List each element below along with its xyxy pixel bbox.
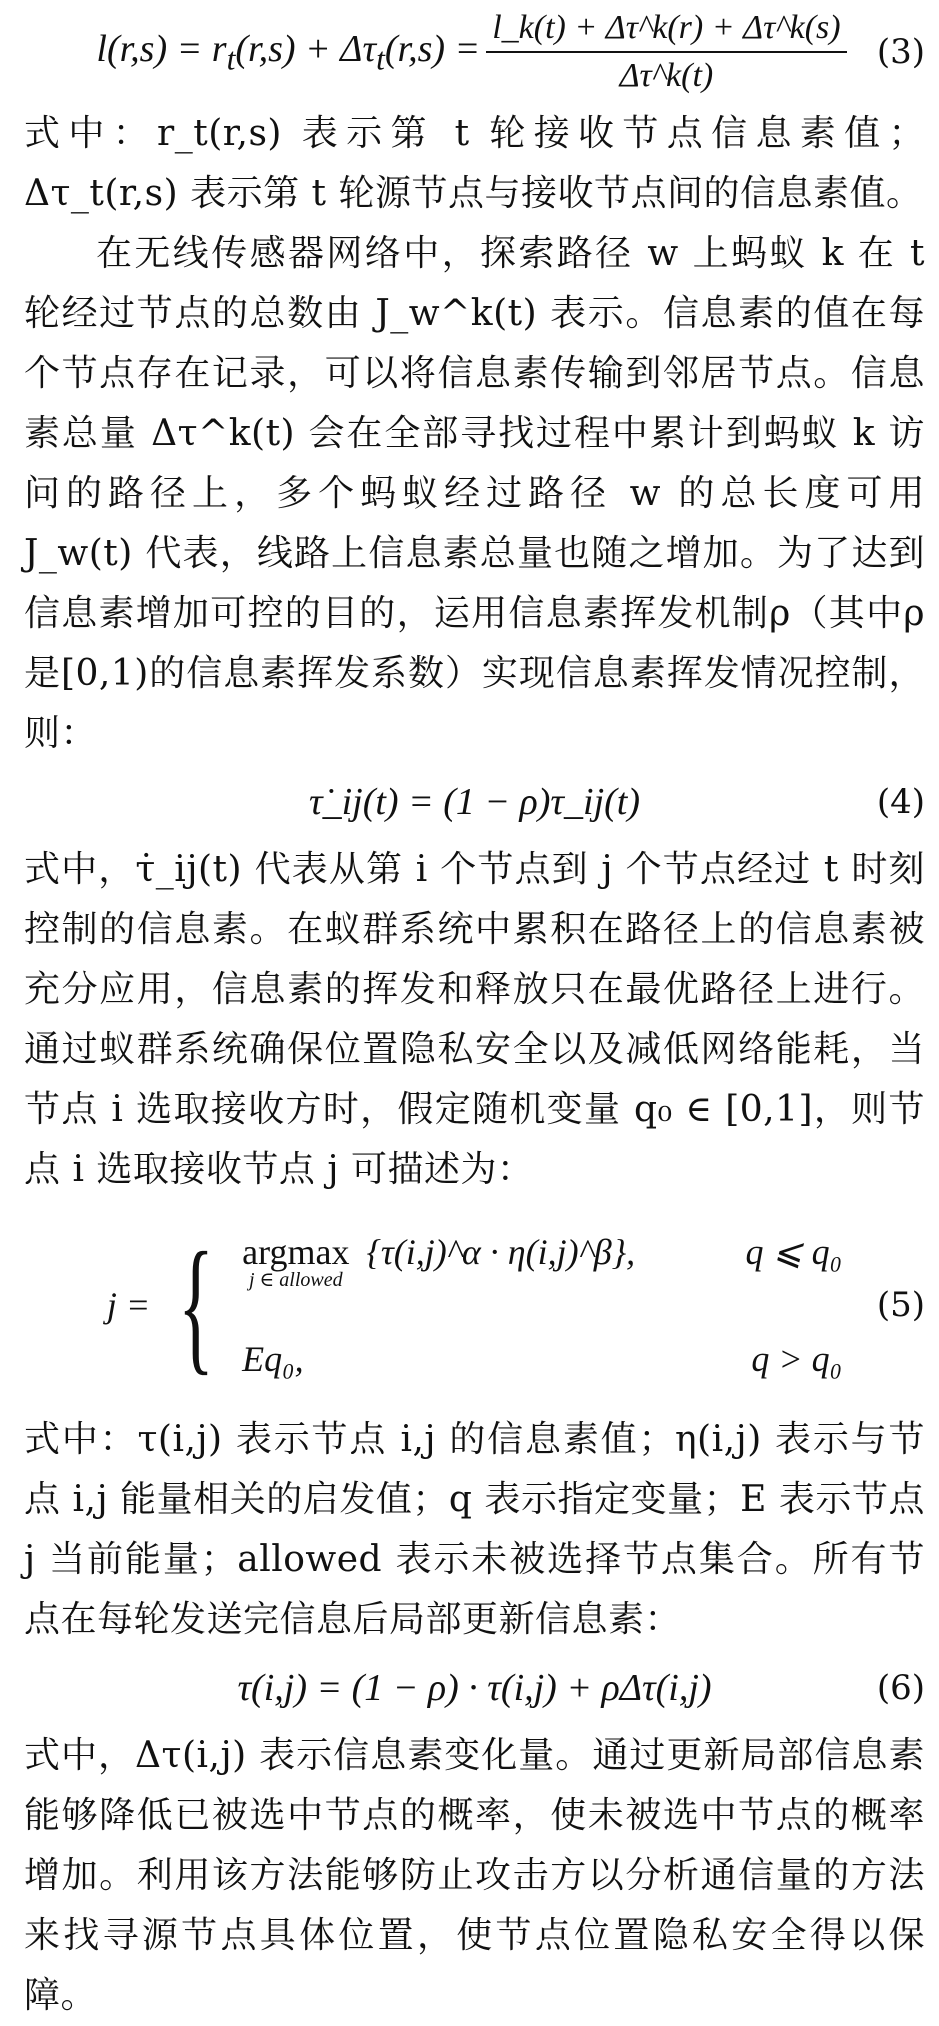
eq5-case-rows bbox=[242, 1231, 842, 1380]
equation-3-lhs bbox=[96, 27, 480, 78]
eq5-case-2 bbox=[242, 1338, 842, 1380]
eq5-case-1 bbox=[242, 1231, 842, 1292]
equation-3-fraction bbox=[486, 9, 846, 95]
equation-3 bbox=[24, 0, 925, 104]
eq5-case-2-expr: Eq₀, bbox=[242, 1338, 304, 1379]
eq3-numerator: l_k(t) + Δτ^k(r) + Δτ^k(s) bbox=[486, 9, 846, 53]
equation-3-number: (3) bbox=[876, 32, 925, 72]
eq3-lhs-text: l(r,s) = r bbox=[96, 27, 227, 70]
equation-5 bbox=[24, 1200, 925, 1410]
eq5-case-1-expr: {τ(i,j)^α · η(i,j)^β}, bbox=[366, 1231, 636, 1272]
equation-6-number: (6) bbox=[876, 1668, 925, 1708]
equation-6-body: τ(i,j) = (1 − ρ) · τ(i,j) + ρΔτ(i,j) bbox=[237, 1667, 712, 1709]
eq3-sub-t: t bbox=[226, 41, 236, 77]
equation-4 bbox=[24, 764, 925, 840]
paragraph-5: 式中，Δτ(i,j) 表示信息素变化量。通过更新局部信息素能够降低已被选中节点的概率，使未被选中节点的概率增加。利用该方法能够防止攻击方以分析通信量的方法来找寻源节点具体位置，使节点位置隐私安全得以保障。 bbox=[24, 1735, 925, 2016]
eq5-argmax bbox=[242, 1231, 349, 1292]
eq5-argmax-sub: j ∈ allowed bbox=[248, 1268, 343, 1291]
equation-4-number: (4) bbox=[876, 782, 925, 822]
paragraph-2: 在无线传感器网络中，探索路径 w 上蚂蚁 k 在 t 轮经过节点的总数由 J_w^k(t) 表示。信息素的值在每个节点存在记录，可以将信息素传输到邻居节点。信息素总量 Δτ^k(t) 会在全部寻找过程中累计到蚂蚁 k 访问的路径上，多个蚂蚁经过路径 w 的总长度可用 J_w(t) 代表，线路上信息素总量也随之增加。为了达到信息素增加可控的目的，运用信息素挥发机制ρ（其中ρ是[0,1)的信息素挥发系数）实现信息素挥发情况控制，则： bbox=[24, 233, 925, 754]
equation-6 bbox=[24, 1650, 925, 1726]
eq3-lhs-rest: (r,s) + Δτ bbox=[235, 27, 377, 70]
paragraph-4: 式中：τ(i,j) 表示节点 i,j 的信息素值；η(i,j) 表示与节点 i,j 能量相关的启发值；q 表示指定变量；E 表示节点 j 当前能量；allowed 表示未被选择节点集合。所有节点在每轮发送完信息后局部更新信息素： bbox=[24, 1419, 925, 1640]
paragraph-3: 式中，τ̇_ij(t) 代表从第 i 个节点到 j 个节点经过 t 时刻控制的信息素。在蚁群系统中累积在路径上的信息素被充分应用，信息素的挥发和释放只在最优路径上进行。通过蚁群系统确保位置隐私安全以及减低网络能耗，当节点 i 选取接收方时，假定随机变量 q₀ ∈ [0,1]，则节点 i 选取接收节点 j 可描述为： bbox=[24, 849, 925, 1190]
eq3-denominator: Δτ^k(t) bbox=[619, 57, 714, 94]
eq3-sub-t2: t bbox=[376, 41, 385, 77]
eq5-case-1-cond: q ⩽ q₀ bbox=[745, 1231, 843, 1272]
eq5-lhs: j = bbox=[106, 1285, 151, 1325]
equation-4-body: τ̇_ij(t) = (1 − ρ)τ_ij(t) bbox=[309, 781, 640, 823]
left-brace-icon: { bbox=[178, 1222, 215, 1388]
equation-5-cases bbox=[106, 1222, 843, 1388]
eq5-argmax-label: argmax bbox=[242, 1231, 350, 1272]
equation-5-number: (5) bbox=[876, 1285, 925, 1325]
eq5-case-1-expr-wrap bbox=[242, 1231, 635, 1292]
paragraph-1: 式中：r_t(r,s) 表示第 t 轮接收节点信息素值；Δτ_t(r,s) 表示第 t 轮源节点与接收节点间的信息素值。 bbox=[24, 113, 925, 214]
eq5-case-2-cond: q > q₀ bbox=[751, 1338, 843, 1379]
eq3-lhs-tail: (r,s) = bbox=[384, 27, 481, 70]
